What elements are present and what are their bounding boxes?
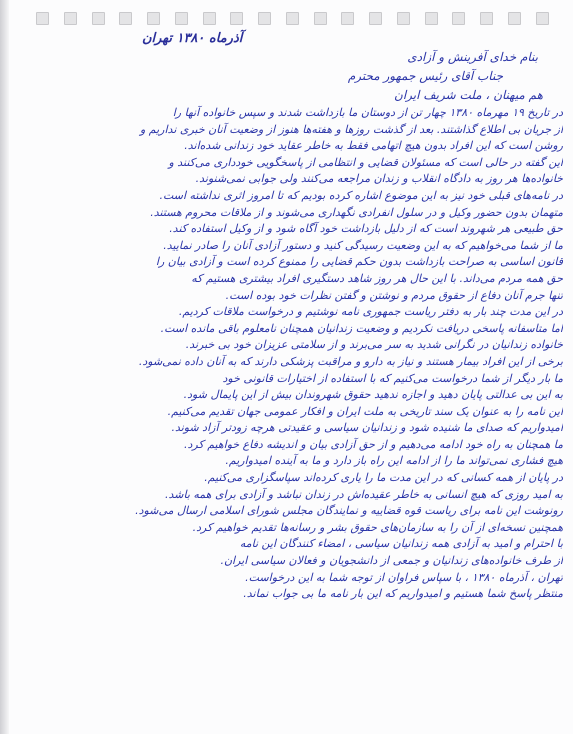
letter-body-line: ما بار دیگر از شما درخواست می‌کنیم که با استفاده از اختیارات قانونی خود: [222, 371, 563, 385]
letter-addressee: جناب آقای رئیس جمهور محترم: [347, 69, 503, 83]
binding-hole: [536, 12, 549, 25]
letter-salutation: هم میهنان ، ملت شریف ایران: [394, 88, 543, 102]
letter-body-line: متهمان بدون حضور وکیل و در سلول انفرادی نگهداری می‌شوند و از ملاقات محروم هستند.: [150, 205, 563, 219]
letter-body-line: از جریان بی اطلاع گذاشتند. بعد از گذشت روزها و هفته‌ها هنوز از وضعیت آنان خبری نداریم و: [139, 122, 563, 136]
letter-body-line: ما از شما می‌خواهیم که به این وضعیت رسیدگی کنید و دستور آزادی آنان را صادر نمایید.: [163, 238, 563, 252]
letter-body-line: تهران ، آذرماه ۱۳۸۰ ، با سپاس فراوان از توجه شما به این درخواست.: [245, 570, 563, 584]
letter-body-line: در تاریخ ۱۹ مهرماه ۱۳۸۰ چهار تن از دوستان ما بازداشت شدند و سپس خانواده آنها را: [172, 106, 563, 119]
letter-body-line: حق همه مردم می‌داند. با این حال هر روز شاهد دستگیری افراد بیشتری هستیم که: [191, 271, 563, 285]
page-edge-shadow: [0, 0, 9, 734]
letter-body-line: خانواده زندانیان در نگرانی شدید به سر می‌برند و از سلامتی عزیزان خود بی خبرند.: [185, 338, 563, 352]
binding-hole: [92, 12, 105, 25]
letter-body-line: حق طبیعی هر شهروند است که از دلیل بازداشت خود آگاه شود و از وکیل استفاده کند.: [169, 222, 563, 236]
binding-hole: [147, 12, 160, 25]
binding-hole: [341, 12, 354, 25]
letter-body-line: در این مدت چند بار به دفتر ریاست جمهوری نامه نوشتیم و درخواست ملاقات کردیم.: [178, 305, 563, 319]
letter-body-line: همچنین نسخه‌ای از آن را به سازمان‌های حقوق بشر و رسانه‌ها تقدیم خواهیم کرد.: [192, 520, 563, 534]
binding-hole: [452, 12, 465, 25]
binding-hole: [425, 12, 438, 25]
binding-hole: [36, 12, 49, 25]
binding-hole: [203, 12, 216, 25]
binding-hole: [258, 12, 271, 25]
letter-body-line: رونوشت این نامه برای ریاست قوه قضاییه و نمایندگان مجلس شورای اسلامی ارسال می‌شود.: [135, 504, 563, 518]
letter-text: [12, 30, 563, 728]
binding-hole: [314, 12, 327, 25]
binding-hole: [397, 12, 410, 25]
letter-body-line: ما همچنان به راه خود ادامه می‌دهیم و از حق آزادی بیان و اندیشه دفاع خواهیم کرد.: [184, 437, 563, 451]
letter-body-line: روشن است که این افراد بدون هیچ اتهامی فقط به خاطر عقاید خود زندانی شده‌اند.: [184, 139, 563, 153]
letter-body-line: برخی از این افراد بیمار هستند و نیاز به دارو و مراقبت پزشکی دارند که به آنان داده نمی‌شود.: [138, 354, 563, 368]
letter-body-line: امیدواریم که صدای ما شنیده شود و زندانیان سیاسی و عقیدتی هرچه زودتر آزاد شوند.: [171, 421, 563, 435]
letter-body-line: خانواده‌ها هر روز به دادگاه انقلاب و زندان مراجعه می‌کنند ولی جوابی نمی‌شنوند.: [195, 172, 563, 186]
letter-body-line: به امید روزی که هیچ انسانی به خاطر عقیده‌اش در زندان نباشد و آزادی برای همه باشد.: [165, 487, 563, 501]
letter-body: [12, 105, 563, 603]
letter-body-line: به این بی عدالتی پایان دهید و اجازه ندهید حقوق شهروندان بیش از این پایمال شود.: [183, 388, 563, 402]
binding-hole: [369, 12, 382, 25]
letter-body-line: هیچ فشاری نمی‌تواند ما را از ادامه این راه باز دارد و ما به آینده امیدواریم.: [225, 454, 563, 468]
letter-body-line: تنها جرم آنان دفاع از حقوق مردم و نوشتن و گفتن نظرات خود بوده است.: [225, 288, 563, 302]
spiral-binding-holes: [36, 12, 549, 25]
binding-hole: [230, 12, 243, 25]
letter-body-line: اما متاسفانه پاسخی دریافت نکردیم و وضعیت زندانیان همچنان نامعلوم باقی مانده است.: [160, 321, 563, 335]
letter-body-line: در پایان از همه کسانی که در این مدت ما را یاری کرده‌اند سپاسگزاری می‌کنیم.: [204, 471, 563, 485]
letter-body-line: این گفته در حالی است که مسئولان قضایی و انتظامی از پاسخگویی خودداری می‌کنند و: [168, 155, 563, 169]
letter-date: آذرماه ۱۳۸۰ تهران: [142, 31, 243, 46]
binding-hole: [508, 12, 521, 25]
letter-body-line: قانون اساسی به صراحت بازداشت بدون حکم قضایی را ممنوع کرده است و آزادی بیان را: [155, 255, 563, 269]
letter-body-line: منتظر پاسخ شما هستیم و امیدواریم که این بار نامه ما بی جواب نماند.: [243, 587, 563, 601]
letter-body-line: در نامه‌های قبلی خود نیز به این موضوع اشاره کرده بودیم که تا امروز اثری نداشته است.: [159, 188, 563, 202]
letter-basmala: بنام خدای آفرینش و آزادی: [407, 50, 538, 64]
binding-hole: [175, 12, 188, 25]
binding-hole: [119, 12, 132, 25]
letter-body-line: با احترام و امید به آزادی همه زندانیان سیاسی ، امضاء کنندگان این نامه: [239, 537, 563, 551]
binding-hole: [64, 12, 77, 25]
letter-body-line: از طرف خانواده‌های زندانیان و جمعی از دانشجویان و فعالان سیاسی ایران.: [220, 554, 563, 568]
binding-hole: [480, 12, 493, 25]
letter-body-line: این نامه را به عنوان یک سند تاریخی به ملت ایران و افکار عمومی جهان تقدیم می‌کنیم.: [167, 404, 563, 418]
binding-hole: [286, 12, 299, 25]
